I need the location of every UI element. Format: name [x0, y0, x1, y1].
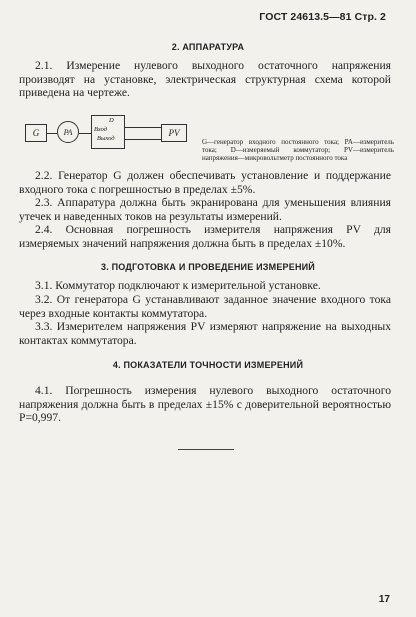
paragraph-2-2: 2.2. Генератор G должен обеспечивать установление и поддержание входного тока с погрешностью в пределах ±5%. — [19, 169, 391, 196]
structural-diagram — [25, 112, 195, 154]
wire — [125, 127, 161, 128]
paragraph-4-1: 4.1. Погрешность измерения нулевого выходного остаточного напряжения должна быть в пределах ±15% с доверительной вероятностью P=0,997. — [19, 384, 391, 425]
paragraph-3-1: 3.1. Коммутатор подключают к измерительной установке. — [35, 279, 321, 292]
wire — [79, 133, 91, 134]
section-2-title: 2. АППАРАТУРА — [171, 42, 245, 52]
voltmeter-box: PV — [161, 124, 187, 142]
wire — [47, 133, 57, 134]
diagram-legend: G—генератор входного постоянного тока; PA—измеритель тока; D—измеряемый коммутатор; PV—измеритель напряжения—микровольтметр постоянного тока — [202, 138, 394, 163]
paragraph-2-1: 2.1. Измерение нулевого выходного остаточного напряжения производят на установке, электрическая структурная схема которой приведена на чертеже. — [19, 59, 391, 100]
section-3-title: 3. ПОДГОТОВКА И ПРОВЕДЕНИЕ ИЗМЕРЕНИЙ — [101, 262, 315, 272]
paragraph-2-4: 2.4. Основная погрешность измерителя напряжения PV для измеряемых значений напряжения должна быть в пределах ±10%. — [19, 223, 391, 250]
paragraph-3-2: 3.2. От генератора G устанавливают заданное значение входного тока через входные контакты коммутатора. — [19, 293, 391, 320]
section-4-title: 4. ПОКАЗАТЕЛИ ТОЧНОСТИ ИЗМЕРЕНИЙ — [112, 360, 304, 370]
generator-box: G — [25, 124, 47, 142]
commutator-label: D — [109, 117, 114, 124]
paragraph-2-3: 2.3. Аппаратура должна быть экранирована для уменьшения влияния утечек и наведенных токов на результаты измерений. — [19, 196, 391, 223]
page-number: 17 — [378, 594, 390, 605]
ammeter-circle: PA — [57, 121, 79, 143]
input-label: Вход — [94, 126, 108, 133]
wire — [125, 139, 161, 140]
end-separator-line — [178, 449, 234, 450]
page-header: ГОСТ 24613.5—81 Стр. 2 — [259, 11, 386, 23]
output-label: Выход — [97, 135, 115, 142]
paragraph-3-3: 3.3. Измерителем напряжения PV измеряют напряжение на выходных контактах коммутатора. — [19, 320, 391, 347]
